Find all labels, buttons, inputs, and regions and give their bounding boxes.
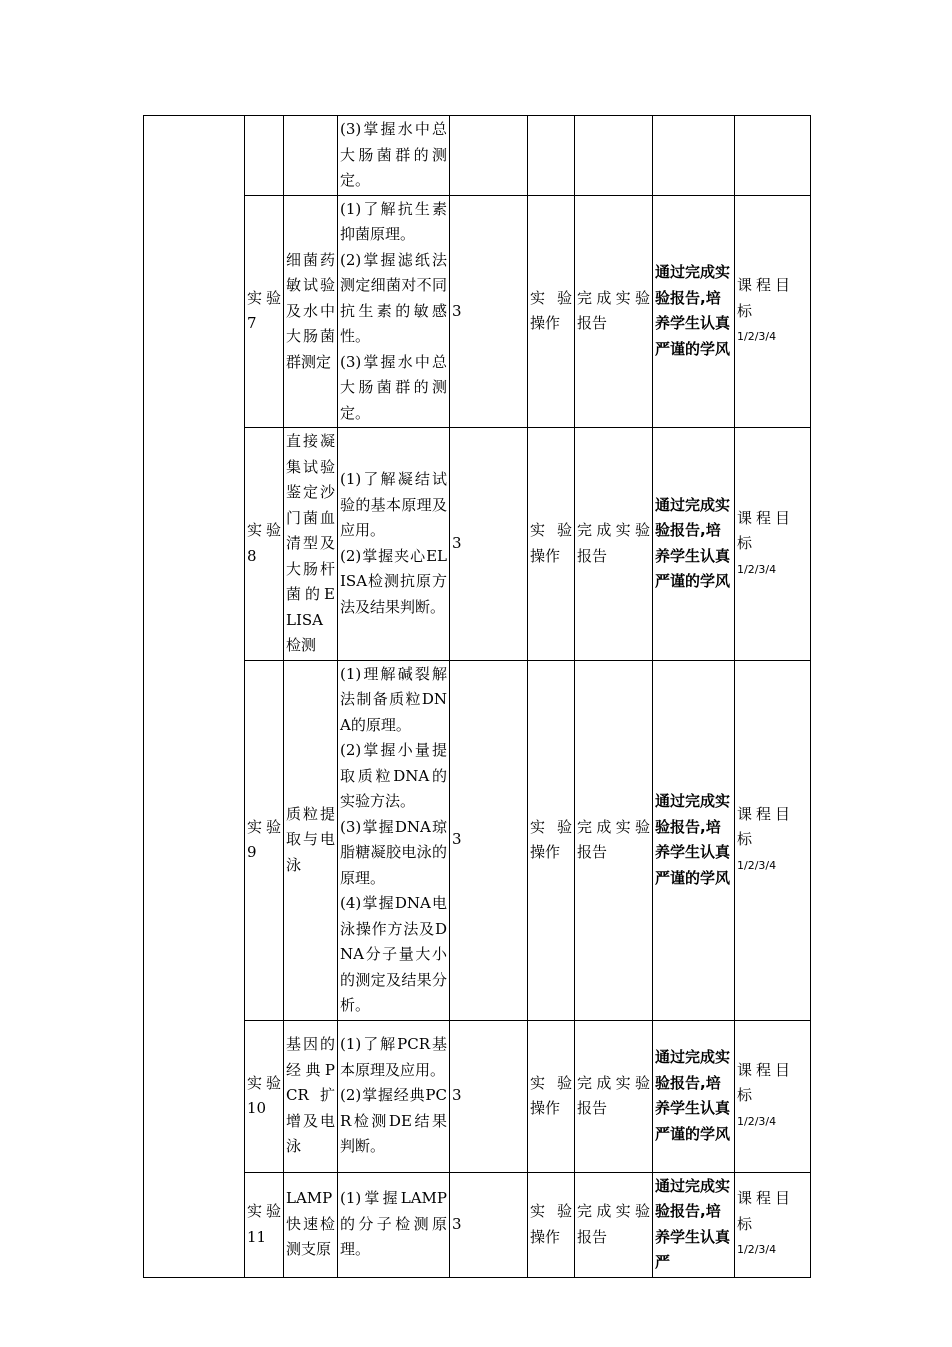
experiment-hours: 3: [450, 1020, 528, 1172]
syllabus-table: [143, 115, 811, 1278]
ideology-element: 通过完成实验报告,培养学生认真严谨的学风: [653, 1020, 735, 1172]
experiment-content: [338, 195, 450, 428]
experiment-hours: 3: [450, 195, 528, 428]
course-goal: [735, 1020, 811, 1172]
content-item: (2)掌握滤纸法测定细菌对不同抗生素的敏感性。: [340, 250, 447, 345]
blank-first-column: [144, 116, 245, 1278]
goal-title: 课程目标: [737, 1060, 795, 1105]
teaching-mode: 实验操作: [528, 1172, 575, 1277]
content-item: (1)了解抗生素抑菌原理。: [340, 199, 447, 243]
ideology-element: 通过完成实验报告,培养学生认真严谨的学风: [653, 660, 735, 1020]
experiment-name: [284, 116, 338, 196]
ideology-element: 通过完成实验报告,培养学生认真严谨的学风: [653, 195, 735, 428]
goal-numbers: 1/2/3/4: [737, 858, 777, 872]
ideology-element: 通过完成实验报告,培养学生认真严: [653, 1172, 735, 1277]
teaching-mode: 实验操作: [528, 1020, 575, 1172]
assessment: 完成实验报告: [575, 195, 653, 428]
experiment-name: 质粒提取与电泳: [284, 660, 338, 1020]
ideology-element: [653, 116, 735, 196]
content-item: (1)了解PCR基本原理及应用。: [340, 1035, 447, 1079]
assessment: 完成实验报告: [575, 660, 653, 1020]
assessment: 完成实验报告: [575, 1020, 653, 1172]
experiment-number: 实验8: [245, 428, 284, 661]
content-item: (3)掌握DNA琼脂糖凝胶电泳的原理。: [340, 817, 447, 887]
assessment: [575, 116, 653, 196]
teaching-mode: 实验操作: [528, 428, 575, 661]
experiment-name: 基因的经典PCR扩增及电泳: [284, 1020, 338, 1172]
assessment: 完成实验报告: [575, 1172, 653, 1277]
content-item: (2)掌握小量提取质粒DNA的实验方法。: [340, 741, 447, 810]
table-row: [144, 428, 811, 661]
experiment-content: [338, 116, 450, 196]
experiment-name: 细菌药敏试验及水中大肠菌群测定: [284, 195, 338, 428]
experiment-hours: 3: [450, 428, 528, 661]
experiment-hours: 3: [450, 660, 528, 1020]
experiment-number: 实验9: [245, 660, 284, 1020]
content-item: (1)理解碱裂解法制备质粒DNA的原理。: [340, 664, 447, 734]
table-row: [144, 1172, 811, 1277]
goal-title: 课程目标: [737, 1189, 795, 1233]
experiment-name: LAMP快速检测支原: [284, 1172, 338, 1277]
table-row: [144, 195, 811, 428]
goal-title: 课程目标: [737, 508, 795, 552]
content-item: (2)掌握夹心ELISA检测抗原方法及结果判断。: [340, 546, 447, 616]
experiment-content: [338, 660, 450, 1020]
goal-title: 课程目标: [737, 276, 795, 320]
table-row: [144, 116, 811, 196]
goal-numbers: 1/2/3/4: [737, 330, 777, 343]
experiment-number: 实验11: [245, 1172, 284, 1277]
teaching-mode: 实验操作: [528, 195, 575, 428]
experiment-number: 实验10: [245, 1020, 284, 1172]
goal-title: 课程目标: [737, 804, 795, 849]
content-item: (4)掌握DNA电泳操作方法及DNA分子量大小的测定及结果分析。: [340, 894, 447, 1014]
ideology-element: 通过完成实验报告,培养学生认真严谨的学风: [653, 428, 735, 661]
goal-numbers: 1/2/3/4: [737, 1243, 777, 1257]
table-row: [144, 1020, 811, 1172]
table-row: [144, 660, 811, 1020]
course-goal: [735, 660, 811, 1020]
course-goal: [735, 116, 811, 196]
content-item: (3)掌握水中总大肠菌群的测定。: [340, 120, 447, 189]
teaching-mode: 实验操作: [528, 660, 575, 1020]
content-item: (1)了解凝结试验的基本原理及应用。: [340, 470, 447, 540]
course-goal: [735, 195, 811, 428]
experiment-name: 直接凝集试验鉴定沙门菌血清型及大肠杆菌的ELISA检测: [284, 428, 338, 661]
experiment-content: [338, 428, 450, 661]
teaching-mode: [528, 116, 575, 196]
assessment: 完成实验报告: [575, 428, 653, 661]
content-item: (3)掌握水中总大肠菌群的测定。: [340, 352, 447, 422]
content-item: (2)掌握经典PCR检测DE结果判断。: [340, 1086, 447, 1156]
experiment-number: 实验7: [245, 195, 284, 428]
experiment-number: [245, 116, 284, 196]
course-goal: [735, 428, 811, 661]
course-goal: [735, 1172, 811, 1277]
experiment-content: [338, 1172, 450, 1277]
goal-numbers: 1/2/3/4: [737, 562, 777, 576]
experiment-hours: 3: [450, 1172, 528, 1277]
content-item: (1)掌握LAMP的分子检测原理。: [340, 1189, 447, 1259]
goal-numbers: 1/2/3/4: [737, 1114, 777, 1128]
experiment-hours: [450, 116, 528, 196]
experiment-content: [338, 1020, 450, 1172]
